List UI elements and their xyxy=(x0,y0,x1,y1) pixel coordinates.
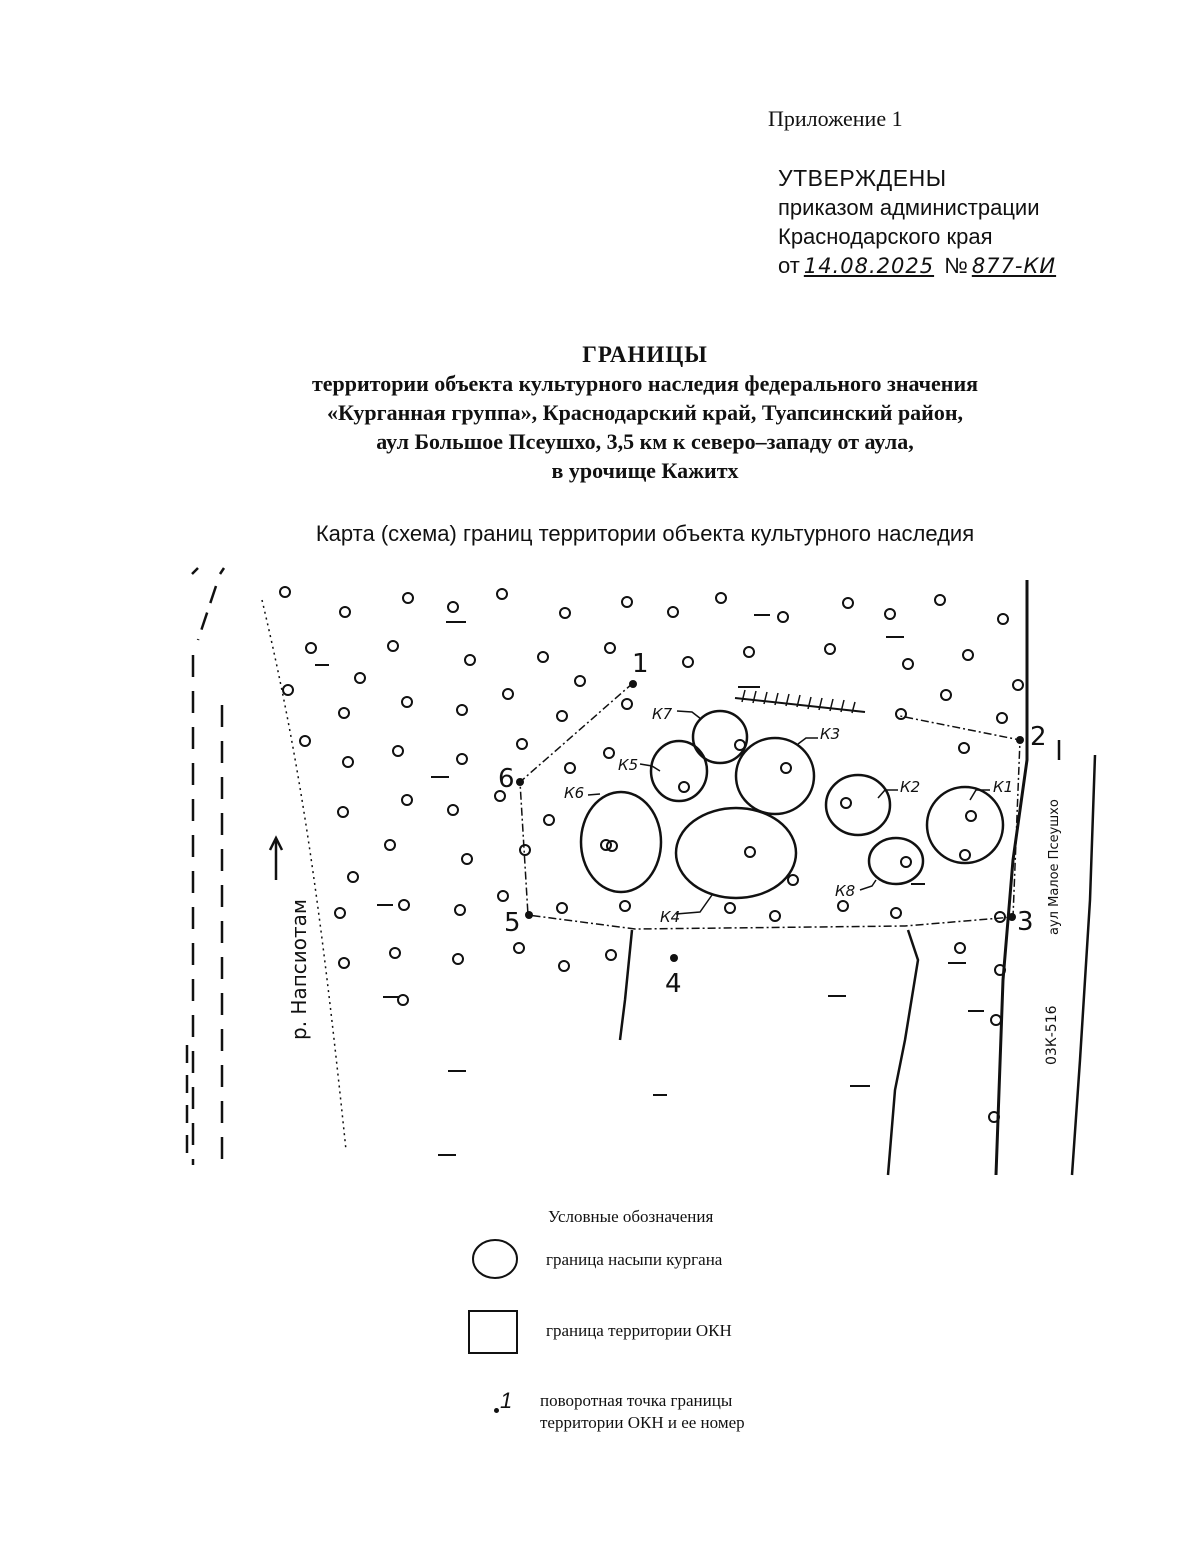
legend-point-icon xyxy=(466,1390,526,1434)
mound-k8 xyxy=(869,838,923,884)
point-label-1: 1 xyxy=(632,649,649,679)
legend-mound-text: граница насыпи кургана xyxy=(546,1250,723,1269)
mound-label-k7: К7 xyxy=(652,705,673,723)
turning-point-4 xyxy=(670,954,678,962)
legend-item-okn xyxy=(466,1308,732,1358)
legend-point-text xyxy=(540,1390,745,1434)
mound-label-k6: К6 xyxy=(564,784,585,802)
legend-point-text-line2: территории ОКН и ее номер xyxy=(540,1413,745,1432)
handwritten-number: 877-КИ xyxy=(971,254,1057,278)
mound-label-k1: К1 xyxy=(993,778,1014,796)
mound-label-k4: К4 xyxy=(660,908,681,926)
point-label-6: 6 xyxy=(498,764,515,794)
river-label: р. Напсиотам xyxy=(287,898,311,1040)
legend-point-number: 1 xyxy=(500,1388,513,1413)
road-label-number: 03К-516 xyxy=(1044,1005,1060,1065)
approved-heading: УТВЕРЖДЕНЫ xyxy=(778,165,947,191)
legend-point-dot xyxy=(494,1408,499,1413)
turning-point-1 xyxy=(629,680,637,688)
legend-item-mound xyxy=(466,1237,722,1283)
legend-circle-icon xyxy=(466,1237,526,1283)
point-label-4: 4 xyxy=(665,969,682,999)
handwritten-date: 14.08.2025 xyxy=(803,254,935,278)
elevation-marks xyxy=(315,614,984,1156)
map-caption: Карта (схема) границ территории объекта культурного наследия xyxy=(315,521,975,546)
mound-labels xyxy=(564,705,1013,926)
title-line-4: в урочище Кажитх xyxy=(551,458,739,483)
number-prefix: № xyxy=(944,253,968,278)
turning-points xyxy=(516,680,1024,962)
mound-k1 xyxy=(927,787,1003,863)
title-line-1: территории объекта культурного наследия федерального значения xyxy=(311,371,979,396)
mound-boundaries xyxy=(581,711,1003,898)
title-line-2: «Курганная группа», Краснодарский край, Туапсинский район, xyxy=(326,400,964,425)
point-label-5: 5 xyxy=(504,908,521,938)
title-main: ГРАНИЦЫ xyxy=(582,342,708,367)
legend-point-text-line1: поворотная точка границы xyxy=(540,1391,733,1410)
mound-k3 xyxy=(736,738,814,814)
mound-label-k5: К5 xyxy=(618,756,639,774)
annex-label: Приложение 1 xyxy=(768,106,903,131)
legend-okn-text: граница территории ОКН xyxy=(546,1321,732,1340)
okn-territory-boundary xyxy=(520,683,1020,929)
point-label-2: 2 xyxy=(1030,722,1047,752)
legend-title: Условные обозначения xyxy=(548,1207,714,1226)
turning-point-5 xyxy=(525,911,533,919)
mound-k6 xyxy=(581,792,661,892)
mound-k2 xyxy=(826,775,890,835)
point-label-3: 3 xyxy=(1017,907,1034,937)
title-line-3: аул Большое Псеушхо, 3,5 км к северо–западу от аула, xyxy=(376,429,914,454)
date-prefix: от xyxy=(778,253,800,278)
mound-label-k8: К8 xyxy=(835,882,856,900)
mound-label-k2: К2 xyxy=(900,778,921,796)
legend-item-point xyxy=(466,1390,745,1434)
mound-label-k3: К3 xyxy=(820,725,841,743)
turning-point-3 xyxy=(1008,913,1016,921)
order-line-1: приказом администрации xyxy=(778,195,1040,220)
road-label-settlement: аул Малое Псеушхо xyxy=(1047,799,1062,935)
river-label-group xyxy=(270,838,311,1040)
legend-square-icon xyxy=(466,1308,526,1358)
turning-point-2 xyxy=(1016,736,1024,744)
order-line-2: Краснодарского края xyxy=(778,224,993,249)
mound-k4 xyxy=(676,808,796,898)
turning-point-6 xyxy=(516,778,524,786)
terrain-markers xyxy=(280,587,1023,1122)
